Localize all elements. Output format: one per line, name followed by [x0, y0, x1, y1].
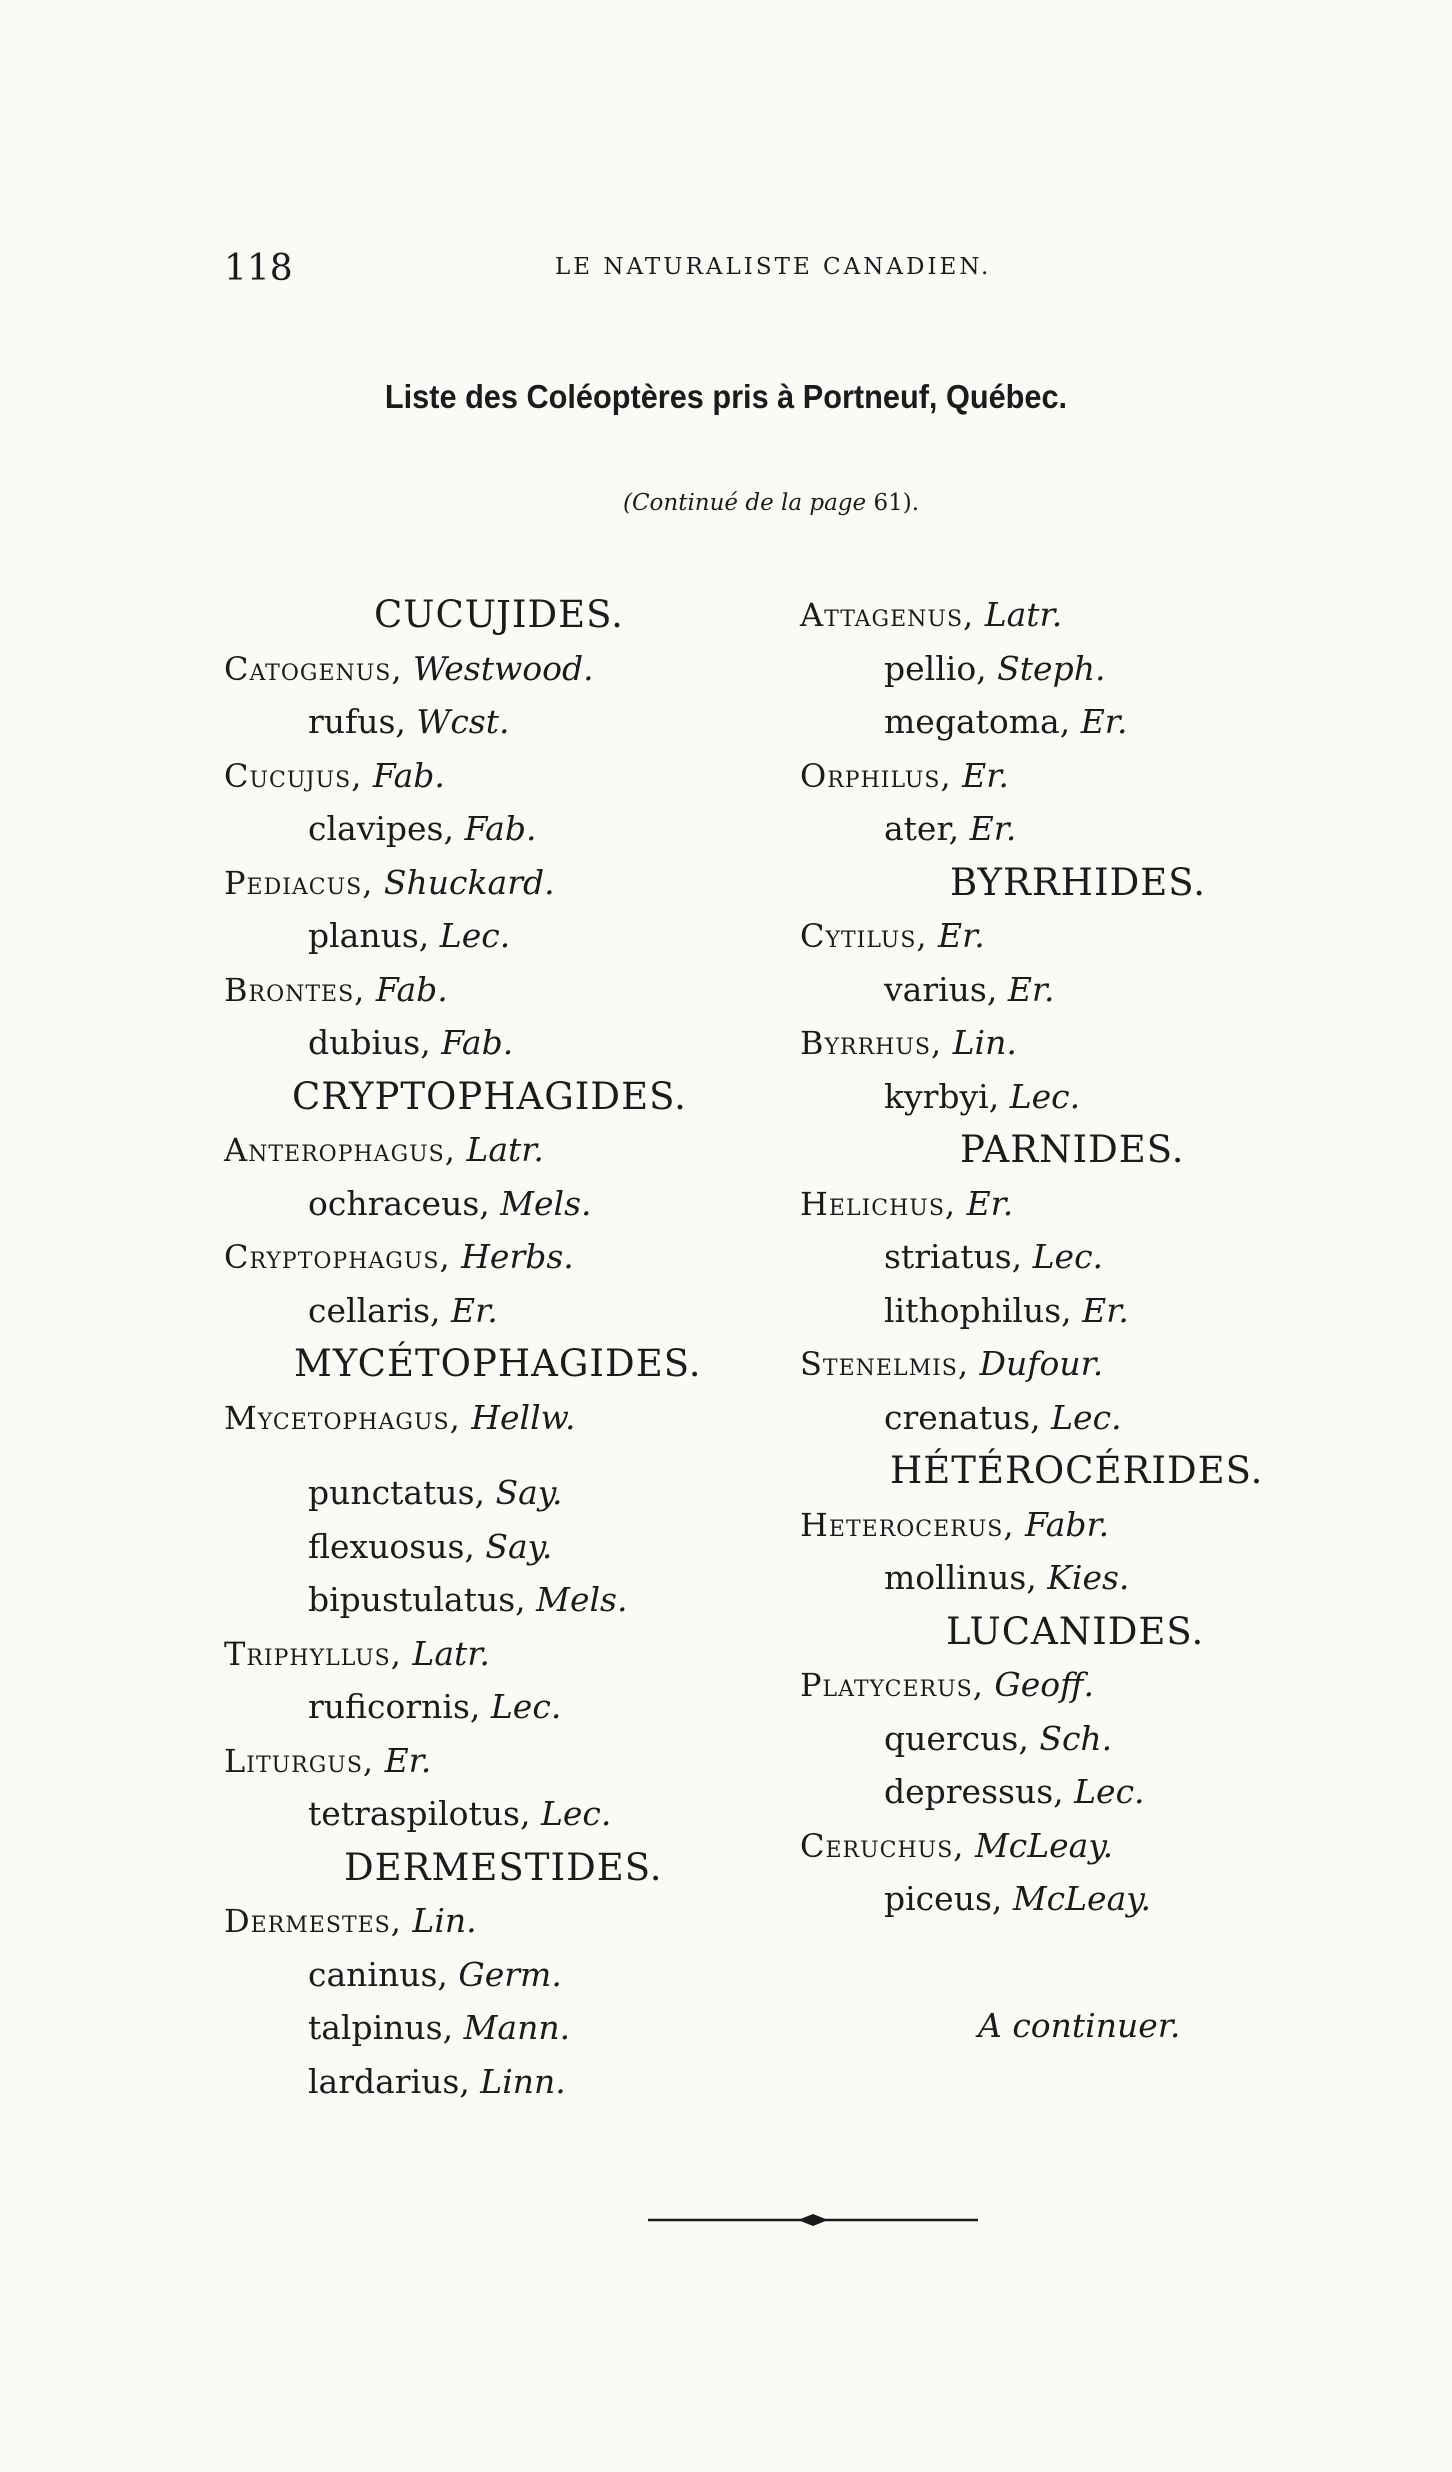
- author-name: Steph.: [986, 648, 1106, 688]
- species-entry: [800, 963, 1360, 1017]
- author-name: Latr.: [455, 1130, 544, 1169]
- species-entry: [800, 1872, 1360, 1926]
- continued-text: (Continué de la page: [622, 490, 867, 516]
- species-entry: [800, 802, 1360, 856]
- author-name: Sch.: [1028, 1718, 1113, 1758]
- author-name: Fab.: [430, 1023, 514, 1062]
- genus-entry: [800, 588, 1360, 642]
- genus-entry: [224, 1734, 784, 1788]
- genus-entry: [800, 1498, 1360, 1552]
- author-name: Lin.: [942, 1023, 1017, 1062]
- genus-entry: [224, 1391, 784, 1445]
- author-name: Lec.: [480, 1687, 562, 1726]
- species-entry: [224, 909, 784, 963]
- species-entry: [224, 1016, 784, 1070]
- running-header: [0, 248, 1452, 288]
- species-entry: [224, 1787, 784, 1841]
- genus-name: Byrrhus,: [800, 1024, 943, 1062]
- genus-entry: [224, 1230, 784, 1284]
- genus-name: Cytilus,: [800, 917, 928, 955]
- species-name: depressus,: [884, 1772, 1064, 1811]
- author-name: Mels.: [525, 1580, 628, 1619]
- species-name: tetraspilotus,: [308, 1794, 531, 1833]
- author-name: Lin.: [401, 1901, 477, 1940]
- family-heading: LUCANIDES.: [946, 1609, 1205, 1653]
- species-name: dubius,: [308, 1023, 431, 1062]
- author-name: Wcst.: [405, 702, 510, 741]
- species-name: ater,: [884, 809, 960, 848]
- genus-name: Orphilus,: [800, 756, 952, 795]
- to-be-continued: A continuer.: [978, 2006, 1181, 2045]
- author-name: Say.: [474, 1526, 553, 1566]
- species-name: varius,: [884, 969, 998, 1009]
- author-name: Er.: [959, 809, 1017, 848]
- author-name: Germ.: [447, 1954, 562, 1994]
- species-name: caninus,: [308, 1954, 448, 1994]
- genus-entry: [800, 909, 1360, 963]
- species-entry: [224, 1520, 784, 1574]
- genus-name: Stenelmis,: [800, 1345, 970, 1383]
- genus-name: Cucujus,: [224, 756, 363, 795]
- author-name: Lec.: [1063, 1772, 1145, 1811]
- genus-name: Platycerus,: [800, 1666, 984, 1704]
- species-entry: [224, 1573, 784, 1627]
- genus-entry: [800, 1016, 1360, 1070]
- species-name: lithophilus,: [884, 1290, 1072, 1330]
- species-name: quercus,: [884, 1718, 1029, 1758]
- author-name: Fabr.: [1014, 1504, 1110, 1544]
- right-column: [800, 588, 1360, 1926]
- author-name: Lec.: [1022, 1237, 1104, 1276]
- family-heading: BYRRHIDES.: [950, 860, 1207, 904]
- species-name: piceus,: [884, 1879, 1003, 1918]
- ornamental-rule: [648, 2213, 978, 2227]
- author-name: Westwood.: [402, 648, 594, 688]
- journal-title: LE NATURALISTE CANADIEN.: [555, 254, 992, 280]
- species-entry: [224, 2001, 784, 2055]
- species-entry: [224, 695, 784, 749]
- genus-entry: [800, 1819, 1360, 1873]
- family-heading: DERMESTIDES.: [344, 1845, 663, 1889]
- species-name: flexuosus,: [308, 1526, 475, 1566]
- species-entry: [800, 1765, 1360, 1819]
- author-name: Er.: [440, 1290, 498, 1330]
- family-heading: MYCÉTOPHAGIDES.: [294, 1342, 702, 1385]
- genus-name: Dermestes,: [224, 1902, 402, 1940]
- genus-entry: [800, 1337, 1360, 1391]
- species-name: striatus,: [884, 1237, 1023, 1276]
- species-entry: [224, 1177, 784, 1231]
- species-entry: [224, 1680, 784, 1734]
- genus-name: Cryptophagus,: [224, 1238, 451, 1276]
- genus-entry: [224, 1123, 784, 1177]
- genus-entry: [224, 642, 784, 696]
- species-name: pellio,: [884, 648, 987, 688]
- species-name: ochraceus,: [308, 1183, 490, 1223]
- species-entry: [224, 1948, 784, 2002]
- genus-entry: [800, 1658, 1360, 1712]
- species-name: clavipes,: [308, 809, 454, 848]
- species-name: mollinus,: [884, 1558, 1037, 1597]
- author-name: Lec.: [999, 1076, 1081, 1116]
- genus-name: Triphyllus,: [224, 1634, 402, 1673]
- author-name: Fab.: [362, 755, 445, 795]
- author-name: Dufour.: [969, 1344, 1104, 1383]
- genus-name: Brontes,: [224, 970, 366, 1009]
- species-name: kyrbyi,: [884, 1076, 1000, 1116]
- species-entry: [224, 2055, 784, 2109]
- species-entry: [800, 1230, 1360, 1284]
- genus-name: Heterocerus,: [800, 1505, 1015, 1544]
- author-name: Shuckard.: [373, 862, 555, 902]
- author-name: Lec.: [429, 916, 511, 955]
- author-name: Fab.: [454, 809, 537, 848]
- author-name: Geoff.: [983, 1665, 1095, 1704]
- genus-name: Anterophagus,: [224, 1131, 456, 1169]
- author-name: Linn.: [469, 2061, 566, 2101]
- author-name: Lec.: [530, 1794, 612, 1833]
- species-name: talpinus,: [308, 2008, 454, 2047]
- author-name: Er.: [951, 755, 1009, 795]
- continued-note: [0, 490, 1452, 516]
- genus-entry: [224, 856, 784, 910]
- author-name: Fab.: [365, 969, 448, 1009]
- species-name: punctatus,: [308, 1473, 485, 1512]
- author-name: Hellw.: [460, 1397, 576, 1437]
- author-name: Er.: [956, 1183, 1014, 1223]
- author-name: Er.: [1070, 702, 1128, 741]
- species-name: ruficornis,: [308, 1687, 481, 1726]
- page-number: 118: [224, 248, 293, 289]
- author-name: Latr.: [401, 1633, 490, 1673]
- genus-entry: [800, 1177, 1360, 1231]
- genus-name: Helichus,: [800, 1184, 957, 1223]
- genus-name: Liturgus,: [224, 1741, 375, 1780]
- author-name: Mann.: [453, 2008, 571, 2047]
- species-entry: [800, 1284, 1360, 1338]
- genus-entry: [224, 749, 784, 803]
- species-entry: [800, 642, 1360, 696]
- author-name: Er.: [374, 1740, 432, 1780]
- species-name: bipustulatus,: [308, 1580, 526, 1619]
- spacer: [224, 1444, 784, 1466]
- species-name: cellaris,: [308, 1290, 441, 1330]
- genus-name: Catogenus,: [224, 649, 403, 688]
- genus-name: Mycetophagus,: [224, 1398, 461, 1437]
- article-title: Liste des Coléoptères pris à Portneuf, Québec.: [384, 378, 1068, 415]
- species-name: crenatus,: [884, 1397, 1041, 1437]
- genus-entry: [224, 1894, 784, 1948]
- genus-entry: [224, 1627, 784, 1681]
- author-name: Say.: [485, 1473, 563, 1512]
- species-entry: [224, 802, 784, 856]
- species-entry: [224, 1466, 784, 1520]
- species-entry: [224, 1284, 784, 1338]
- author-name: Lec.: [1040, 1397, 1122, 1437]
- author-name: Er.: [927, 916, 985, 955]
- author-name: Kies.: [1036, 1558, 1130, 1597]
- author-name: Mels.: [489, 1183, 592, 1223]
- species-entry: [800, 1070, 1360, 1124]
- species-name: megatoma,: [884, 702, 1071, 741]
- species-entry: [800, 1391, 1360, 1445]
- species-name: lardarius,: [308, 2061, 470, 2101]
- family-heading: CUCUJIDES.: [374, 593, 624, 636]
- family-heading: HÉTÉROCÉRIDES.: [890, 1449, 1264, 1492]
- species-entry: [800, 695, 1360, 749]
- author-name: Herbs.: [450, 1237, 574, 1276]
- genus-entry: [224, 963, 784, 1017]
- family-heading: PARNIDES.: [960, 1128, 1185, 1171]
- genus-name: Pediacus,: [224, 863, 374, 902]
- genus-name: Attagenus,: [800, 596, 975, 634]
- species-entry: [800, 1712, 1360, 1766]
- left-column: [224, 588, 784, 2108]
- author-name: Latr.: [974, 595, 1063, 634]
- genus-name: Ceruchus,: [800, 1826, 965, 1865]
- species-entry: [800, 1551, 1360, 1605]
- species-name: rufus,: [308, 702, 406, 741]
- continued-page: 61).: [873, 490, 920, 516]
- author-name: McLeay.: [964, 1825, 1114, 1865]
- author-name: Er.: [1071, 1290, 1129, 1330]
- author-name: Er.: [997, 969, 1055, 1009]
- genus-entry: [800, 749, 1360, 803]
- family-heading: CRYPTOPHAGIDES.: [292, 1074, 687, 1118]
- species-name: planus,: [308, 916, 430, 955]
- author-name: McLeay.: [1002, 1879, 1152, 1918]
